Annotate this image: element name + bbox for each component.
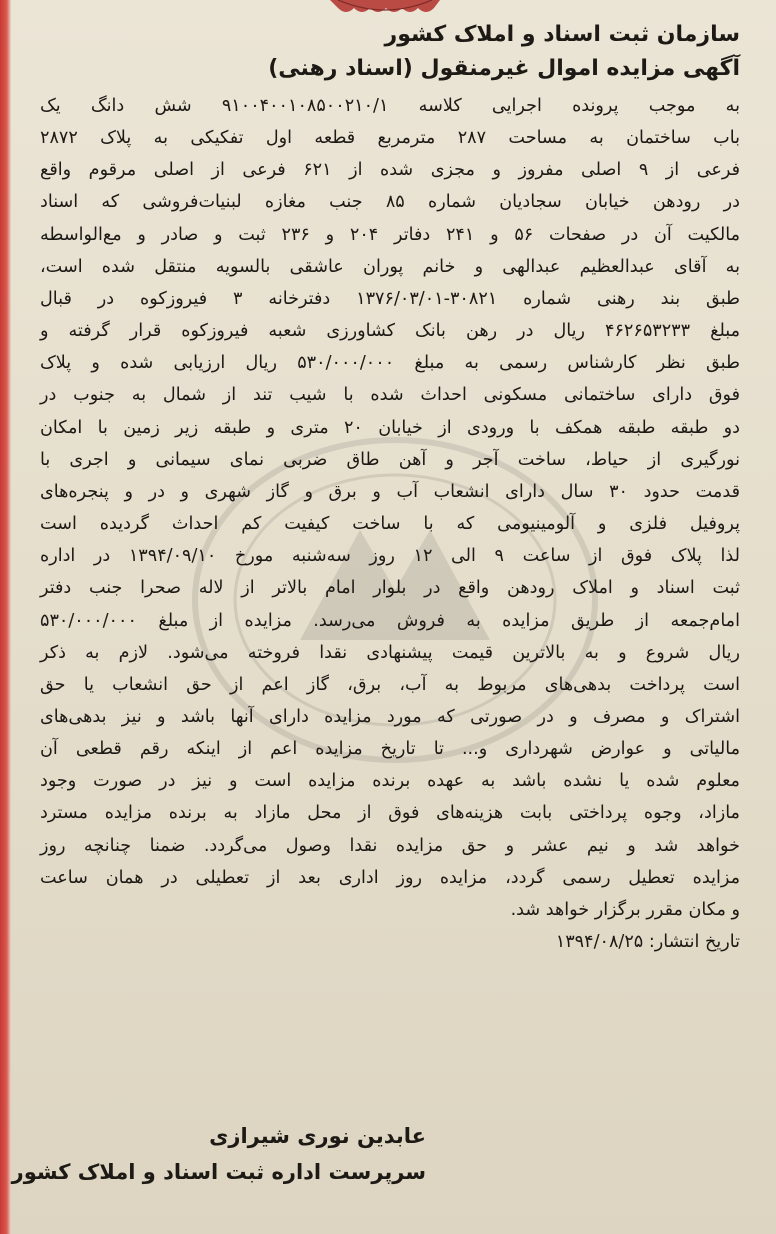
notice-body <box>40 90 740 926</box>
organization-title: سازمان ثبت اسناد و املاک کشور <box>384 22 740 47</box>
body-line: مالکیت آن در صفحات ۵۶ و ۲۴۱ دفاتر ۲۰۴ و ۲۳۶ ثبت و صادر و مع‌الواسطه <box>40 224 740 245</box>
body-line: اشتراک و مصرف و در صورتی که مورد مزایده دارای آنها باشد و نیز بدهی‌های <box>40 706 740 727</box>
body-line: به آقای عبدالعظیم عبدالهی و خانم پوران عاشقی بالسویه منتقل شده است، <box>40 256 740 277</box>
body-line: مالیاتی و عوارض شهرداری و... تا تاریخ مزایده اعم از اینکه رقم قطعی آن <box>40 739 740 760</box>
body-line: در رودهن خیابان سجادیان شماره ۸۵ جنب مغازه لبنیات‌فروشی که اسناد <box>40 192 740 213</box>
body-line: معلوم شده یا نشده باشد به عهده برنده مزایده است و نیز در صورت وجود <box>40 771 740 792</box>
body-line: ثبت اسناد و املاک رودهن واقع در بلوار امام بالاتر از لاله صحرا جنب دفتر <box>40 578 740 599</box>
notice-title: آگهی مزایده اموال غیرمنقول (اسناد رهنی) <box>268 56 740 81</box>
publication-date: تاریخ انتشار: ۱۳۹۴/۰۸/۲۵ <box>555 932 740 953</box>
body-line: دو طبقه طبقه همکف با ورودی از خیابان ۲۰ متری و طبقه زیر زمین با امکان <box>40 417 740 438</box>
body-line: مبلغ ۴۶۲۶۵۳۲۳۳ ریال در رهن بانک کشاورزی شعبه فیروزکوه قرار گرفته و <box>40 321 741 342</box>
body-line: نورگیری از حیاط، ساخت آجر و آهن طاق ضربی نمای سیمانی و اجری با <box>40 449 740 470</box>
body-line: مازاد، وجوه پرداختی بابت هزینه‌های فوق از محل مازاد به برنده مزایده مسترد <box>40 803 740 824</box>
body-line: لذا پلاک فوق از ساعت ۹ الی ۱۲ روز سه‌شنبه مورخ ۱۳۹۴/۰۹/۱۰ در اداره <box>40 546 740 567</box>
body-line: فوق دارای ساختمانی مسکونی احداث شده با شیب تند از شمال به جنوب در <box>40 385 740 406</box>
body-line: طبق بند رهنی شماره ۳۰۸۲۱-۱۳۷۶/۰۳/۰۱ دفترخانه ۳ فیروزکوه در قبال <box>40 288 741 309</box>
auction-notice <box>40 18 740 958</box>
page-edge-strip <box>0 0 11 1234</box>
body-line: و مکان مقرر برگزار خواهد شد. <box>510 899 740 920</box>
body-line: است پرداخت بدهی‌های مربوط به آب، برق، گاز اعم از حق انشعاب یا حق <box>40 674 740 695</box>
body-line: ریال شروع و به بالاترین قیمت پیشنهادی نقدا فروخته می‌شود. لازم به ذکر <box>40 642 740 663</box>
body-line: مزایده تعطیل رسمی گردد، مزایده روز اداری بعد از تعطیلی در همان ساعت <box>40 867 740 888</box>
body-line: پروفیل فلزی و آلومینیومی که با ساخت کیفیت کم احداث گردیده است <box>40 514 740 535</box>
body-line: فرعی از ۹ اصلی مفروز و مجزی شده از ۶۲۱ فرعی از اصلی مرقوم واقع <box>40 160 740 181</box>
body-line: قدمت حدود ۳۰ سال دارای انشعاب آب و برق و گاز شهری و در و پنجره‌های <box>40 481 740 502</box>
signature-block <box>12 1118 426 1190</box>
body-line: باب ساختمان به مساحت ۲۸۷ مترمربع قطعه اول تفکیکی به پلاک ۲۸۷۲ <box>40 128 740 149</box>
body-line: خواهد شد و نیم عشر و حق مزایده نقدا وصول می‌گردد. ضمنا چنانچه روز <box>40 835 740 856</box>
body-line: امام‌جمعه از طریق مزایده به فروش می‌رسد. مزایده از مبلغ ۵۳۰/۰۰۰/۰۰۰ <box>40 610 740 631</box>
signatory-name: عابدین نوری شیرازی <box>209 1124 426 1148</box>
signatory-role: سرپرست اداره ثبت اسناد و املاک کشور <box>11 1160 426 1184</box>
body-line: به موجب پرونده اجرایی کلاسه ۹۱۰۰۴۰۰۱۰۸۵۰۰۲۱۰/۱ شش دانگ یک <box>40 96 740 116</box>
body-line: طبق نظر کارشناس رسمی به مبلغ ۵۳۰/۰۰۰/۰۰۰ ریال ارزیابی شده و پلاک <box>40 353 740 374</box>
